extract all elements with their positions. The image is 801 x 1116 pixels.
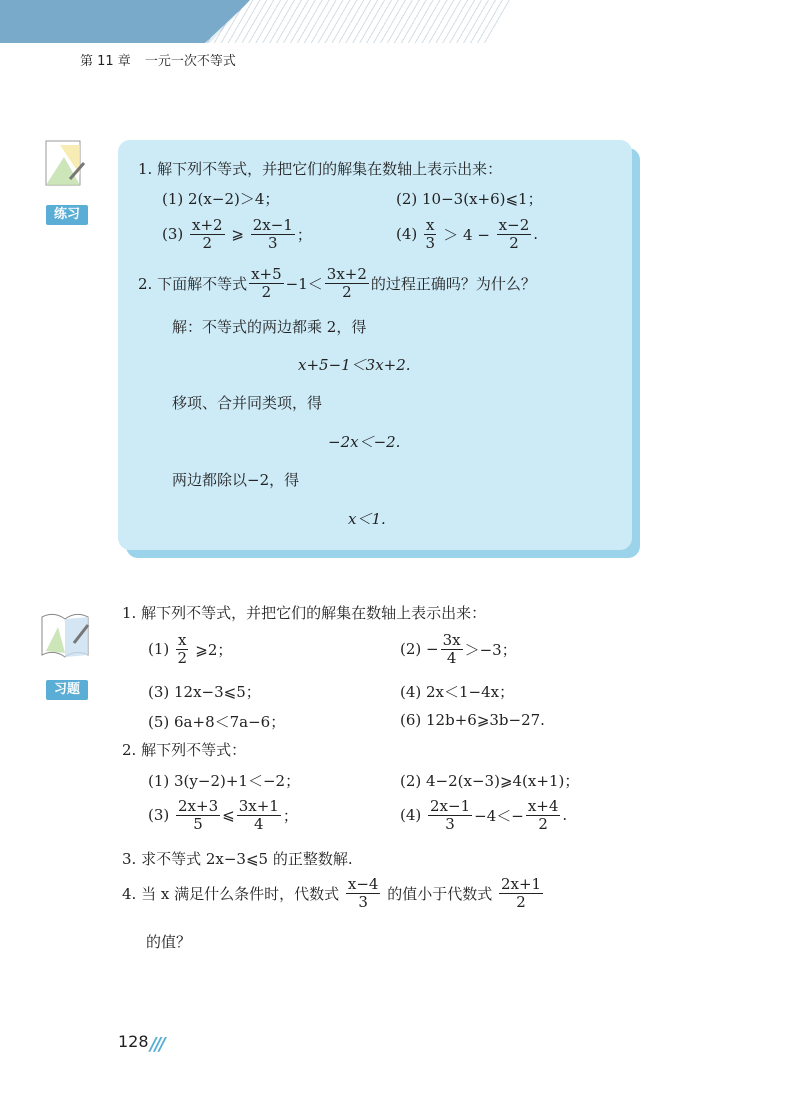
text-segment: (2) −: [400, 640, 439, 658]
practice-q1: [138, 158, 502, 179]
text-segment: .: [562, 806, 568, 824]
numerator: 3x+1: [238, 797, 279, 815]
text-segment: (6) 12b+6⩾3b−27.: [400, 711, 545, 729]
exercise-badge: 习题: [46, 680, 88, 700]
fraction: [176, 632, 188, 666]
denominator: 2: [177, 648, 188, 667]
text-segment: −4＜−: [474, 806, 524, 825]
math-line: [148, 770, 300, 791]
solution-line: x+5−1＜3x+2.: [298, 356, 411, 374]
numerator: x−4: [347, 875, 379, 893]
numerator: x: [178, 631, 187, 649]
header-hatch: [205, 0, 510, 43]
denominator: 3: [425, 233, 436, 252]
numerator: 2x−1: [252, 216, 293, 234]
page-number: 128: [118, 1032, 149, 1051]
fraction: [249, 266, 284, 300]
math-line: [400, 632, 517, 666]
text-segment: (2) 4−2(x−3)⩾4(x+1)；: [400, 772, 580, 790]
fraction: [424, 217, 436, 251]
text-segment: 3. 求不等式 2x−3⩽5 的正整数解.: [122, 850, 353, 868]
q-text: 解下列不等式：: [141, 741, 247, 759]
fraction: [176, 798, 220, 832]
numerator: x−2: [498, 216, 530, 234]
exercise-q2: [122, 739, 246, 760]
math-line: [400, 681, 514, 702]
fraction: [251, 217, 295, 251]
math-line: [162, 188, 279, 209]
denominator: 4: [446, 648, 457, 667]
text-segment: (4): [396, 225, 423, 243]
numerator: x: [426, 216, 435, 234]
text-segment: ；: [296, 225, 312, 244]
math-line: [122, 876, 545, 910]
math-line: [400, 770, 579, 791]
math-line: [162, 217, 312, 251]
fraction: [190, 217, 225, 251]
denominator: 2: [538, 814, 548, 833]
text-segment: 2. 下面解不等式: [138, 274, 248, 293]
denominator: 2: [261, 282, 272, 301]
solution-line: −2x＜−2.: [328, 433, 401, 451]
text-segment: −1＜: [285, 274, 323, 293]
text-segment: (5) 6a+8＜7a−6；: [148, 713, 286, 731]
fraction: [428, 798, 472, 832]
text-segment: (3) 12x−3⩽5；: [148, 683, 261, 701]
fraction: [325, 266, 369, 300]
text-segment: .: [533, 225, 539, 243]
q-num: 1.: [122, 603, 137, 622]
text-segment: ⩾2；: [190, 640, 233, 659]
text-segment: ⩾: [226, 225, 249, 243]
chapter-heading: [80, 50, 250, 69]
denominator: 2: [516, 892, 526, 911]
math-line: [138, 266, 536, 300]
denominator: 2: [342, 282, 352, 301]
math-line: [400, 798, 567, 832]
math-line: [396, 217, 538, 251]
solution-line: x＜1.: [348, 510, 386, 528]
denominator: 3: [267, 233, 278, 252]
text-segment: 的值小于代数式: [382, 884, 497, 903]
math-line: [148, 681, 261, 702]
math-line: [396, 188, 543, 209]
text-segment: (1): [148, 640, 175, 658]
solution-line: 移项、合并同类项，得: [172, 394, 323, 412]
text-segment: ⩽: [222, 806, 235, 824]
fraction: [526, 798, 561, 832]
denominator: 3: [445, 814, 455, 833]
chapter-number: 第 11 章: [80, 54, 131, 69]
denominator: 2: [509, 233, 519, 252]
text-segment: (3): [148, 806, 175, 824]
text-segment: ＞−3；: [464, 640, 517, 659]
text-segment: (2) 10−3(x+6)⩽1；: [396, 190, 543, 208]
text-segment: ＞ 4 −: [438, 225, 495, 244]
math-line: [148, 632, 232, 666]
numerator: 2x+1: [500, 875, 542, 893]
q-num: 2.: [122, 740, 137, 759]
math-line: [148, 711, 285, 732]
q4-continuation: 的值？: [146, 933, 192, 951]
denominator: 3: [358, 892, 368, 911]
exercise-book-icon: [38, 603, 92, 663]
exercise-q1: [122, 602, 486, 623]
denominator: 4: [254, 814, 264, 833]
numerator: x+4: [527, 797, 559, 815]
numerator: x+5: [251, 265, 282, 283]
practice-book-icon: [38, 135, 92, 195]
numerator: 2x+3: [178, 797, 219, 815]
q-num: 1.: [138, 159, 153, 178]
fraction: [497, 217, 532, 251]
math-line: [400, 711, 545, 729]
page-number-decoration: ///: [150, 1034, 164, 1055]
math-line: [122, 848, 353, 869]
text-segment: ；: [282, 806, 298, 825]
denominator: 5: [193, 814, 203, 833]
text-segment: (1) 2(x−2)＞4；: [162, 190, 280, 208]
fraction: [346, 876, 381, 910]
numerator: x+2: [192, 216, 223, 234]
numerator: 3x+2: [326, 265, 367, 283]
text-segment: (4) 2x＜1−4x；: [400, 683, 515, 701]
practice-badge: 练习: [46, 205, 88, 225]
text-segment: (3): [162, 225, 189, 243]
math-line: [148, 798, 298, 832]
fraction: [441, 632, 463, 666]
fraction: [237, 798, 281, 832]
solution-line: 解：不等式的两边都乘 2，得: [172, 318, 367, 336]
text-segment: 4. 当 x 满足什么条件时，代数式: [122, 884, 344, 903]
solution-line: 两边都除以−2，得: [172, 471, 300, 489]
numerator: 3x: [442, 631, 461, 649]
text-segment: 的过程正确吗？为什么？: [370, 274, 536, 293]
numerator: 2x−1: [430, 797, 471, 815]
q-text: 解下列不等式，并把它们的解集在数轴上表示出来：: [157, 160, 503, 178]
q-text: 解下列不等式，并把它们的解集在数轴上表示出来：: [141, 604, 487, 622]
chapter-title: 一元一次不等式: [144, 54, 236, 69]
denominator: 2: [202, 233, 213, 252]
fraction: [499, 876, 543, 910]
text-segment: (1) 3(y−2)+1＜−2；: [148, 772, 301, 790]
text-segment: (4): [400, 806, 427, 824]
